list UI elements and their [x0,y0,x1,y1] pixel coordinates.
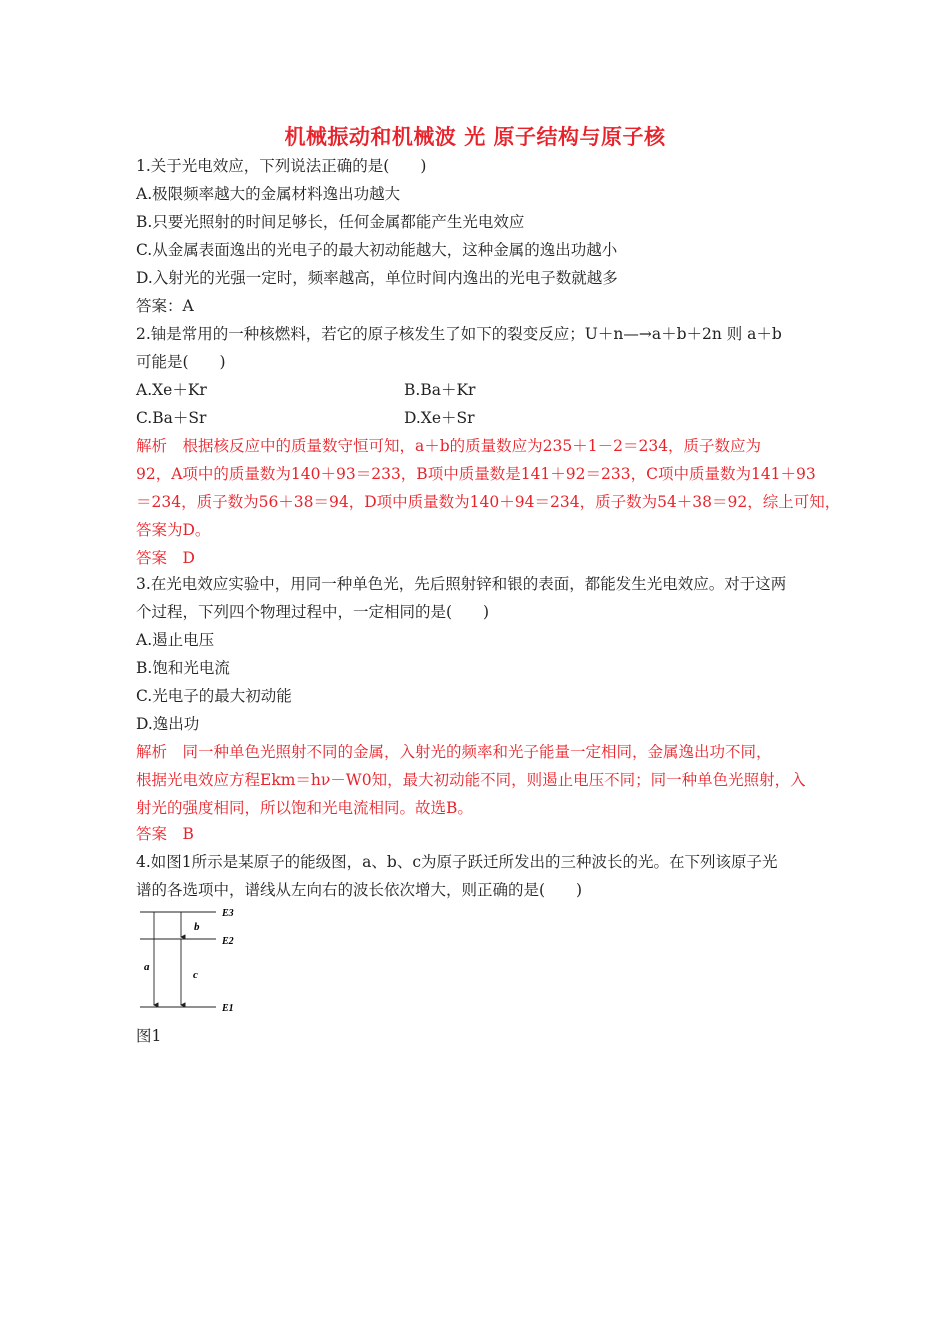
q2-option-d: D.Xe＋Sr [404,409,475,427]
page-title: 机械振动和机械波 光 原子结构与原子核 [284,125,666,149]
q2-stem-line2: 可能是( ) [136,353,226,371]
q2-answer: 答案 D [136,549,195,567]
q1-option-d: D.入射光的光强一定时，频率越高，单位时间内逸出的光电子数就越多 [136,269,618,287]
label-e3: E3 [222,908,234,919]
q1-stem: 1.关于光电效应，下列说法正确的是( ) [136,157,427,175]
figure-caption: 图1 [136,1027,162,1045]
q3-option-d: D.逸出功 [136,715,200,733]
q3-analysis-line2: 根据光电效应方程Ekm＝hν－W0知，最大初动能不同，则遏止电压不同；同一种单色光照射，入 [136,771,806,789]
q3-analysis-line1: 解析 同一种单色光照射不同的金属，入射光的频率和光子能量一定相同，金属逸出功不同， [136,743,772,761]
q3-stem-line2: 个过程，下列四个物理过程中，一定相同的是( ) [136,603,490,621]
q2-option-c: C.Ba＋Sr [136,409,207,427]
label-e1: E1 [222,1003,234,1014]
label-e2: E2 [222,936,234,947]
q3-option-a: A.遏止电压 [136,631,215,649]
q4-stem-line2: 谱的各选项中，谱线从左向右的波长依次增大，则正确的是( ) [136,881,583,899]
q3-analysis-line3: 射光的强度相同，所以饱和光电流相同。故选B。 [136,799,473,817]
q1-answer: 答案：A [136,297,194,315]
q2-analysis-line2: 92，A项中的质量数为140＋93＝233，B项中质量数是141＋92＝233，C项中质量数为141＋93 [136,465,816,483]
q2-option-a: A.Xe＋Kr [136,381,207,399]
q1-option-b: B.只要光照射的时间足够长，任何金属都能产生光电效应 [136,213,525,231]
q4-stem-line1: 4.如图1所示是某原子的能级图，a、b、c为原子跃迁所发出的三种波长的光。在下列该原子光 [136,853,778,871]
q2-analysis-line3: ＝234，质子数为56＋38＝94，D项中质量数为140＋94＝234，质子数为54＋38＝92，综上可知， [136,493,841,511]
q2-analysis-line1: 解析 根据核反应中的质量数守恒可知，a＋b的质量数应为235＋1－2＝234，质子数应为 [136,437,762,455]
label-a: a [144,961,150,973]
q2-option-b: B.Ba＋Kr [404,381,476,399]
q3-stem-line1: 3.在光电效应实验中，用同一种单色光，先后照射锌和银的表面，都能发生光电效应。对于这两 [136,575,787,593]
q2-stem-line1: 2.铀是常用的一种核燃料，若它的原子核发生了如下的裂变反应；U＋n—→a＋b＋2n 则 a＋b [136,325,782,343]
q3-answer: 答案 B [136,825,194,843]
label-c: c [193,969,198,981]
energy-level-diagram [136,904,246,1014]
q3-option-c: C.光电子的最大初动能 [136,687,292,705]
q1-option-c: C.从金属表面逸出的光电子的最大初动能越大，这种金属的逸出功越小 [136,241,618,259]
q3-option-b: B.饱和光电流 [136,659,230,677]
q1-option-a: A.极限频率越大的金属材料逸出功越大 [136,185,401,203]
q2-analysis-line4: 答案为D。 [136,521,211,539]
label-b: b [194,921,200,933]
